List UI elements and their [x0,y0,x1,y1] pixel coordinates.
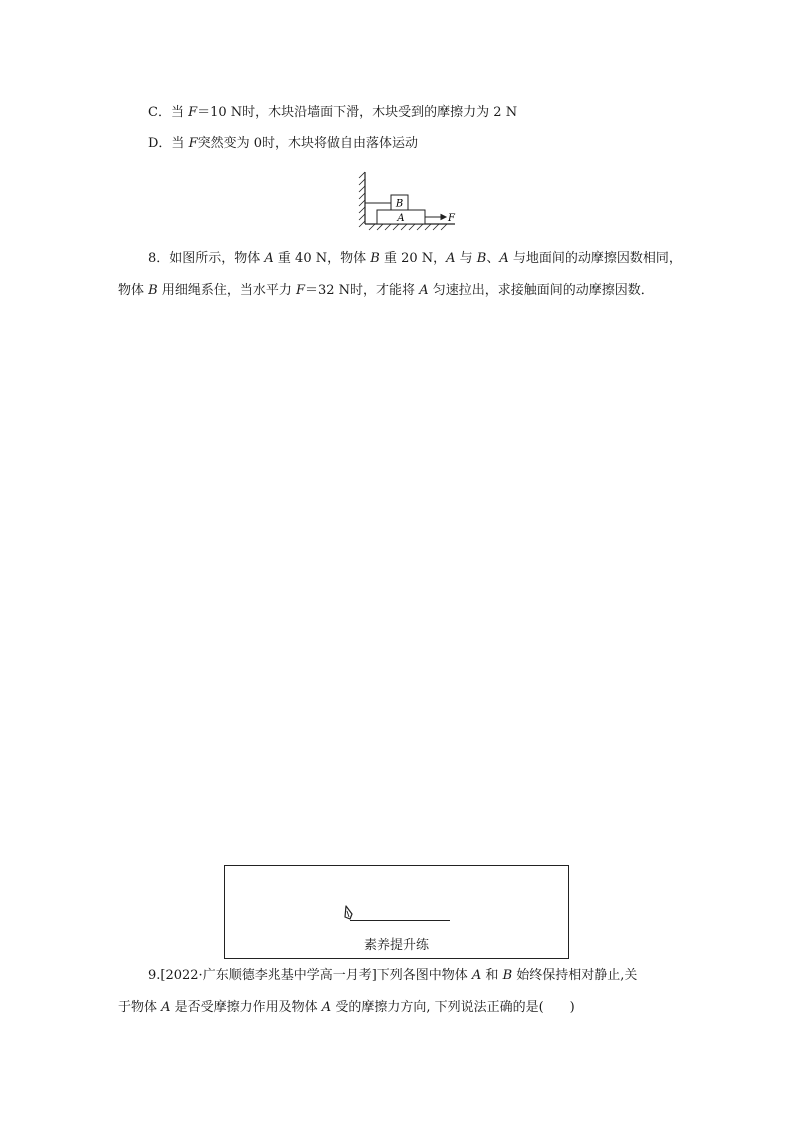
option-c-var: F [188,105,198,120]
q8-line2-seg: 匀速拉出，求接触面间的动摩擦因数． [428,283,654,298]
section-title: 素养提升练 [363,938,429,953]
q8-line1-seg: A [499,251,509,266]
q8-line2-seg: 物体 [118,283,149,298]
ground-hatching [369,224,447,230]
q8-line-1 [148,250,682,268]
q8-line2-seg: ＝32 N时，才能将 [305,283,420,298]
option-d-prefix: D．当 [148,136,189,151]
q9-line-2 [118,999,575,1017]
q8-line2-seg: A [419,283,429,298]
q9-line2-seg: 受的摩擦力方向, 下列说法正确的是( ) [331,1000,575,1015]
q9-line1-seg: 9.[2022·广东顺德李兆基中学高一月考]下列各图中物体 [148,968,472,983]
q8-line-2 [118,282,654,300]
option-c-text: ＝10 N时，木块沿墙面下滑，木块受到的摩擦力为 2 N [197,105,518,120]
q9-line1-seg: 和 [481,968,503,983]
q9-line2-seg: A [321,1000,332,1015]
physics-figure [355,168,475,232]
q9-line2-seg: 是否受摩擦力作用及物体 [170,1000,322,1015]
q8-line1-seg: B [476,251,487,266]
option-d-text: 突然变为 0时，木块将做自由落体运动 [197,136,418,151]
option-c-prefix: C．当 [148,105,189,120]
q9-line2-seg: A [161,1000,171,1015]
q8-line1-seg: 重 40 N，物体 [273,251,371,266]
q9-line-1 [148,967,637,985]
section-underline [350,920,450,921]
option-d [148,135,418,153]
block-b-label: B [395,198,404,210]
q8-line2-seg: 用细绳系住，当水平力 [157,283,296,298]
q8-line1-seg: 、 [486,251,500,266]
q8-line2-seg: F [295,283,305,298]
q8-line1-seg: A [264,251,274,266]
q8-line1-seg: 重 20 N， [379,251,447,266]
q8-line1-seg: A [446,251,456,266]
q9-line1-seg: A [471,968,482,983]
block-a-label: A [397,213,405,224]
force-arrow [425,215,446,220]
q8-line1-seg: 8．如图所示，物体 [148,251,265,266]
q8-line1-seg: 与地面间的动摩擦因数相同， [508,251,682,266]
q8-line1-seg: 与 [455,251,477,266]
q9-line1-seg: 始终保持相对静止,关 [512,968,638,983]
option-c [148,104,517,122]
section-header-box [224,865,569,959]
wall-hatching [359,172,365,227]
q9-line2-seg: 于物体 [118,1000,162,1015]
q8-line1-seg: B [370,251,380,266]
option-d-var: F [188,136,198,151]
q8-line2-seg: B [148,283,158,298]
q9-line1-seg: B [502,968,513,983]
force-label: F [448,213,455,224]
